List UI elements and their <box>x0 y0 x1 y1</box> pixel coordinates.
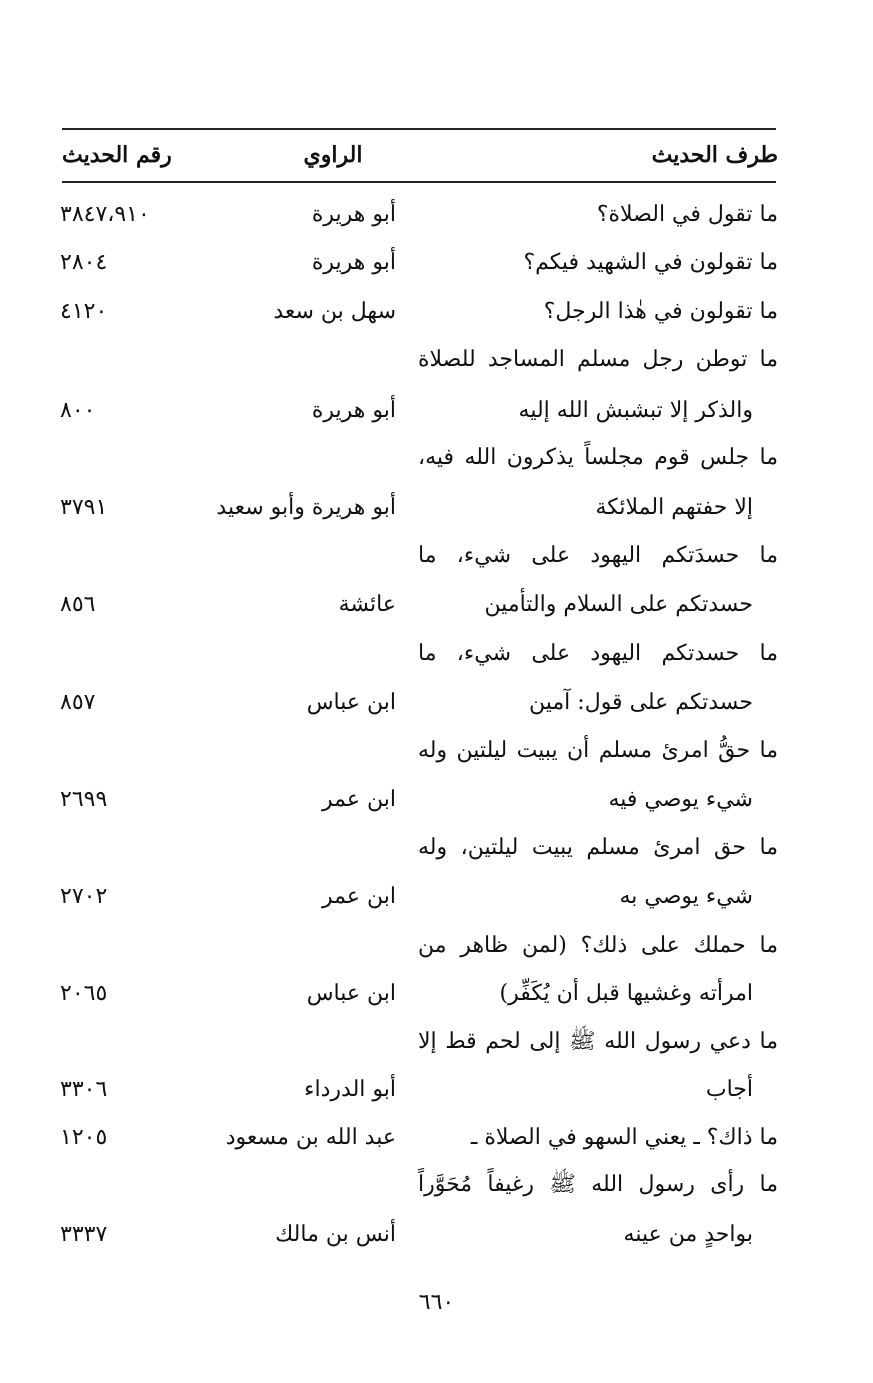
hadith-line-continuation: بواحدٍ من عينه <box>623 1222 753 1247</box>
hadith-line: ما حق امرئ مسلم يبيت ليلتين، وله <box>418 835 778 860</box>
narrator: ابن عمر <box>322 884 396 909</box>
narrator: أبو الدرداء <box>304 1077 396 1102</box>
hadith-line: ما حسدَتكم اليهود على شيء، ما <box>418 543 778 568</box>
hadith-number: ٢٦٩٩ <box>60 787 108 812</box>
hadith-number: ٣٣٠٦ <box>60 1077 108 1102</box>
hadith-line: ما تقولون في الشهيد فيكم؟ <box>523 250 778 275</box>
hadith-number: ٣٨٤٧،٩١٠ <box>60 202 150 227</box>
hadith-line: ما رأى رسول الله ﷺ رغيفاً مُحَوَّراً <box>418 1172 778 1197</box>
hadith-number: ٨٥٧ <box>60 690 96 715</box>
hadith-line-continuation: امرأته وغشيها قبل أن يُكَفِّر) <box>499 981 753 1006</box>
column-header-narrator: الراوي <box>303 142 363 168</box>
hadith-number: ٢٨٠٤ <box>60 250 108 275</box>
hadith-line: ما تقولون في هٰذا الرجل؟ <box>543 299 778 324</box>
hadith-line: ما حملك على ذلك؟ (لمن ظاهر من <box>418 933 778 958</box>
hadith-number: ١٢٠٥ <box>60 1125 108 1150</box>
narrator: ابن عمر <box>322 787 396 812</box>
header-bottom-rule <box>62 181 776 183</box>
narrator: أبو هريرة <box>311 202 396 227</box>
narrator: سهل بن سعد <box>273 299 396 324</box>
hadith-number: ٤١٢٠ <box>60 299 108 324</box>
hadith-number: ٢٧٠٢ <box>60 884 108 909</box>
narrator: ابن عباس <box>306 981 396 1006</box>
narrator: ابن عباس <box>306 690 396 715</box>
hadith-line-continuation: أجاب <box>705 1077 753 1102</box>
hadith-line: ما جلس قوم مجلساً يذكرون الله فيه، <box>418 445 778 470</box>
hadith-line: ما توطن رجل مسلم المساجد للصلاة <box>418 347 778 372</box>
hadith-line-continuation: والذكر إلا تبشبش الله إليه <box>518 398 753 423</box>
narrator: عائشة <box>338 592 396 617</box>
hadith-line-continuation: شيء يوصي فيه <box>608 787 753 812</box>
hadith-number: ٣٣٣٧ <box>60 1222 108 1247</box>
hadith-line: ما حسدتكم اليهود على شيء، ما <box>418 641 778 666</box>
hadith-number: ٢٠٦٥ <box>60 981 108 1006</box>
narrator: أبو هريرة <box>311 398 396 423</box>
hadith-line: ما حقُّ امرئ مسلم أن يبيت ليلتين وله <box>418 738 778 763</box>
column-header-number: رقم الحديث <box>62 142 172 168</box>
hadith-line-continuation: شيء يوصي به <box>619 884 753 909</box>
hadith-line-continuation: حسدتكم على قول: آمين <box>529 690 753 715</box>
hadith-line: ما تقول في الصلاة؟ <box>596 202 778 227</box>
narrator: أنس بن مالك <box>275 1222 396 1247</box>
header-top-rule <box>62 128 776 130</box>
hadith-line: ما ذاك؟ ـ يعني السهو في الصلاة ـ <box>470 1125 778 1150</box>
hadith-line: ما دعي رسول الله ﷺ إلى لحم قط إلا <box>418 1029 778 1054</box>
hadith-line-continuation: حسدتكم على السلام والتأمين <box>484 592 753 617</box>
page-number: ٦٦٠ <box>418 1290 455 1315</box>
hadith-number: ٨٥٦ <box>60 592 96 617</box>
narrator: أبو هريرة <box>311 250 396 275</box>
narrator: عبد الله بن مسعود <box>225 1125 396 1150</box>
hadith-number: ٣٧٩١ <box>60 495 108 520</box>
hadith-number: ٨٠٠ <box>60 398 96 423</box>
hadith-line-continuation: إلا حفتهم الملائكة <box>595 495 753 520</box>
narrator: أبو هريرة وأبو سعيد <box>216 495 396 520</box>
column-header-hadith: طرف الحديث <box>651 142 778 168</box>
